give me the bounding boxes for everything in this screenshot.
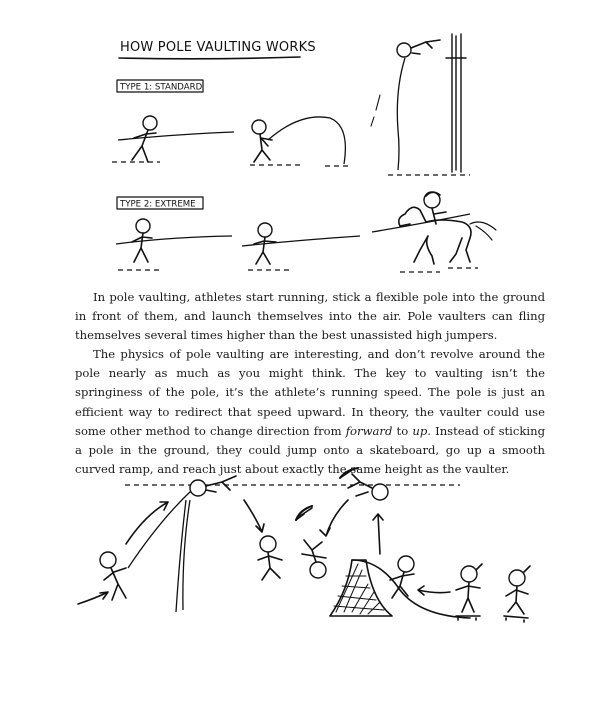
figure-how-pole-vaulting-works	[0, 0, 604, 280]
emphasis-forward: forward	[345, 423, 393, 438]
figure-pole-vs-skateboard-ramp	[0, 460, 604, 710]
paragraph-1: In pole vaulting, athletes start running, stick a flexible pole into the ground in front of them, and launch themselves into the air. Pole vaulters can fling themselves several times higher than the best unassisted high jumpers.	[75, 290, 545, 343]
type1-runner-frame-2	[250, 117, 350, 166]
type1-runner-frame-1	[112, 116, 234, 162]
paragraph-2-part-3: . Instead of sticking a pole in the ground, they could jump onto a skateboard, go up a smooth curved ramp, and reach just about exactly the same height as the vaulter.	[75, 423, 546, 476]
type-2-label	[117, 197, 203, 210]
skater-at-peak	[340, 468, 388, 500]
type-2-label-text: TYPE 2: EXTREME	[120, 199, 196, 210]
vaulter-falling	[258, 536, 282, 580]
vaulter-at-peak	[190, 476, 236, 496]
type2-horse-and-rider	[372, 192, 496, 272]
type2-runner-frame-2	[242, 223, 360, 270]
paragraph-2	[75, 345, 545, 479]
paragraph-2-part-2: to	[392, 423, 413, 438]
type-1-label-text: TYPE 1: STANDARD	[120, 82, 203, 93]
skater-approaching-1	[456, 564, 482, 620]
type1-runner-frame-3	[371, 34, 470, 175]
skater-approaching-2	[504, 566, 530, 622]
type-1-label	[117, 80, 203, 93]
figure-title: HOW POLE VAULTING WORKS	[120, 40, 316, 55]
type2-runner-frame-1	[116, 219, 232, 270]
emphasis-up: up	[412, 423, 428, 438]
article-body	[75, 288, 545, 479]
skater-falling	[302, 540, 326, 578]
vaulter-launching	[78, 552, 126, 604]
paragraph-2-part-1: The physics of pole vaulting are interesting, and don’t revolve around the pole nearly as much as you might think. The key to vaulting isn’t the springiness of the pole, it’s the athlete’s running speed. The pole is just an efficient way to redirect that speed upward. In theory, the vaulter could use some other method to change direction from	[75, 347, 545, 438]
